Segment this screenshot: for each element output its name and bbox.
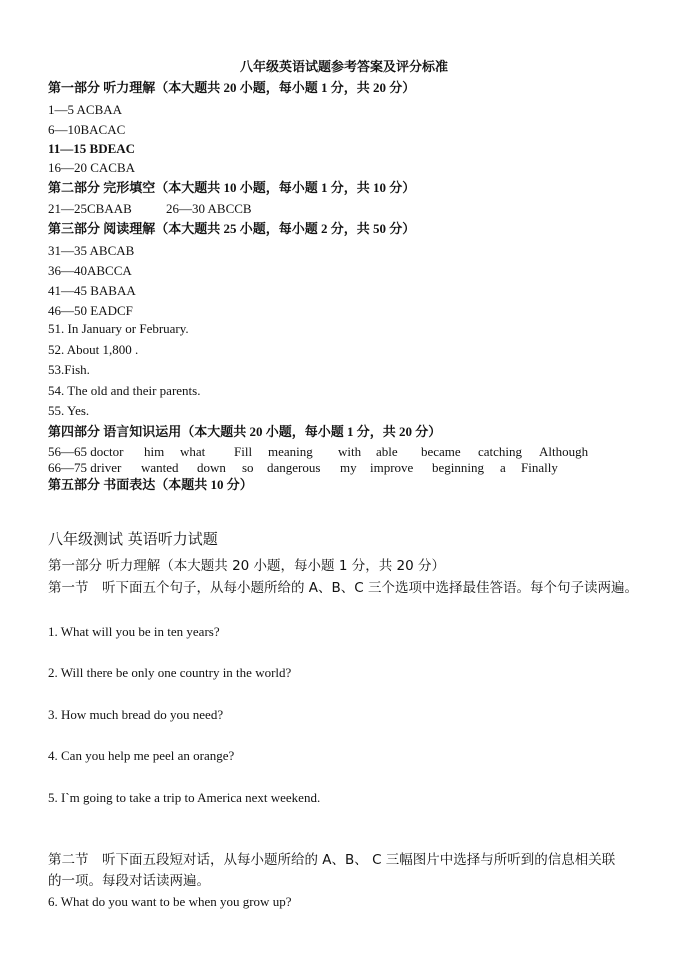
word-cell: meaning [268,444,313,459]
part5-heading: 第五部分 书面表达（本题共 10 分） [48,477,253,492]
word-cell: Fill [234,444,253,459]
answer-line: 16—20 CACBA [48,160,136,175]
section2-instruction-line1: 第二节 听下面五段短对话，从每小题所给的 A、B、 C 三幅图片中选择与所听到的信息相关联 [48,852,616,868]
answer-line: 36—40ABCCA [48,263,132,278]
word-cell: what [180,444,206,459]
word-cell: wanted [141,460,179,475]
word-cell: Finally [521,460,558,475]
word-cell: Although [539,444,589,459]
question: 2. Will there be only one country in the world? [48,665,292,680]
part2-heading: 第二部分 完形填空（本大题共 10 小题，每小题 1 分，共 10 分） [48,180,416,195]
word-cell: so [242,460,254,475]
question: 4. Can you help me peel an orange? [48,748,235,763]
question: 6. What do you want to be when you grow up? [48,894,292,909]
word-cell: down [197,460,226,475]
word-cell: 66—75 driver [48,460,122,475]
part1-heading: 第一部分 听力理解（本大题共 20 小题，每小题 1 分，共 20 分） [48,80,416,95]
answer-line: 31—35 ABCAB [48,243,135,258]
word-cell: my [340,460,357,475]
answer-line: 1—5 ACBAA [48,102,123,117]
answer-line: 46—50 EADCF [48,303,133,318]
section1-instruction: 第一节 听下面五个句子，从每小题所给的 A、B、C 三个选项中选择最佳答语。每个句子读两遍。 [48,580,639,596]
short-answer: 51. In January or February. [48,321,189,336]
answer-line: 6—10BACAC [48,122,126,137]
section2-instruction-line2: 的一项。每段对话读两遍。 [48,873,210,889]
part3-heading: 第三部分 阅读理解（本大题共 25 小题，每小题 2 分，共 50 分） [48,221,416,236]
short-answer: 52. About 1,800 . [48,342,139,357]
answer-line: 26—30 ABCCB [166,201,252,216]
word-cell: a [500,460,506,475]
answer-key-title: 八年级英语试题参考答案及评分标准 [239,59,448,74]
listening-title: 八年级测试 英语听力试题 [48,530,218,548]
answer-line: 21—25CBAAB [48,201,132,216]
word-cell: able [376,444,398,459]
question: 1. What will you be in ten years? [48,624,220,639]
listening-part-heading: 第一部分 听力理解（本大题共 20 小题，每小题 1 分，共 20 分） [48,558,445,574]
part4-heading: 第四部分 语言知识运用（本大题共 20 小题，每小题 1 分，共 20 分） [48,424,442,439]
word-cell: beginning [432,460,484,475]
answer-line: 41—45 BABAA [48,283,136,298]
question: 5. I`m going to take a trip to America next weekend. [48,790,321,805]
word-cell: improve [370,460,414,475]
word-cell: became [421,444,461,459]
word-cell: 56—65 doctor [48,444,124,459]
word-cell: dangerous [267,460,321,475]
question: 3. How much bread do you need? [48,707,224,722]
word-cell: with [338,444,362,459]
word-cell: him [144,444,165,459]
word-cell: catching [478,444,523,459]
short-answer: 54. The old and their parents. [48,383,201,398]
short-answer: 53.Fish. [48,362,90,377]
short-answer: 55. Yes. [48,403,90,418]
answer-line: 11—15 BDEAC [48,141,136,156]
